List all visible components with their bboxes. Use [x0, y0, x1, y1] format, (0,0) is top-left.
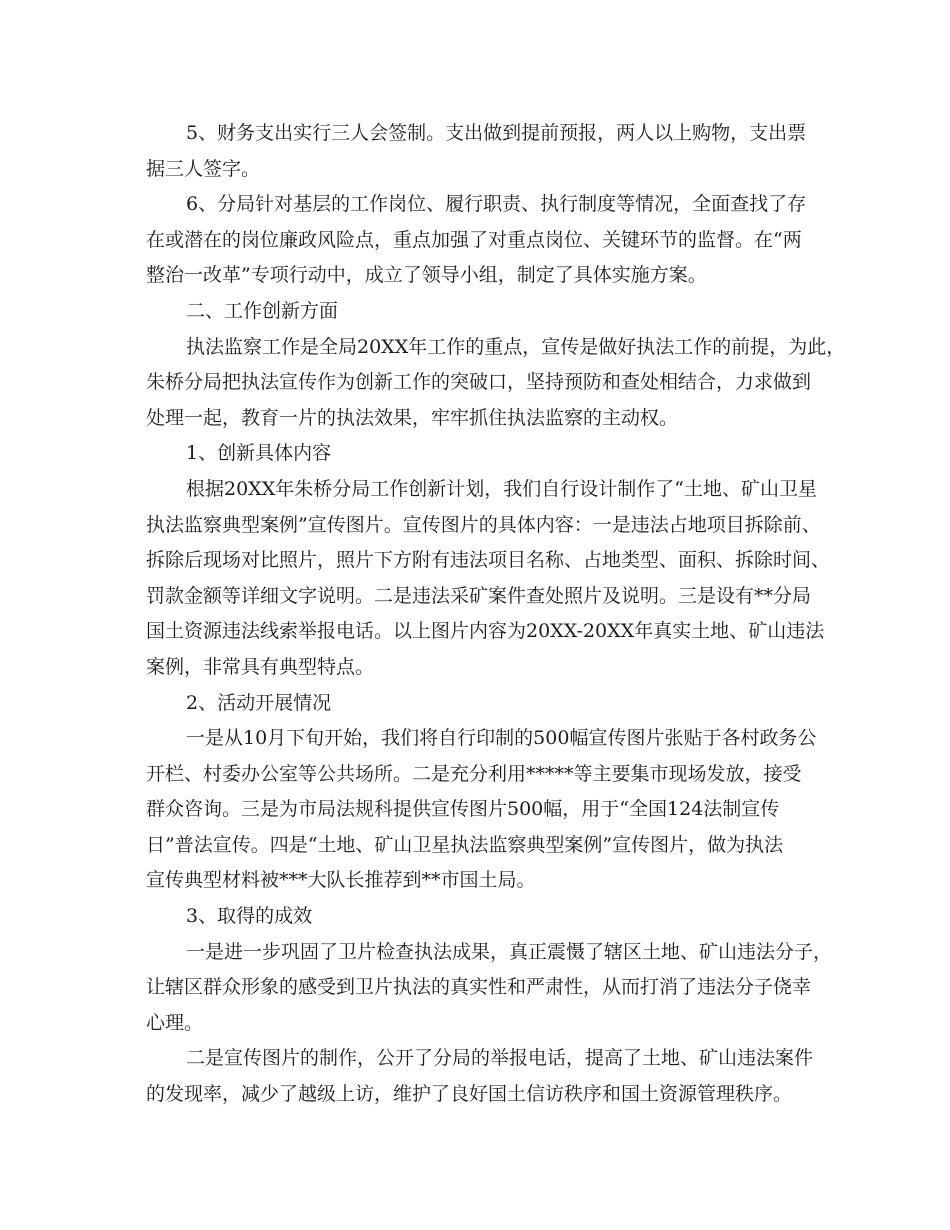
text-line: 处理一起，教育一片的执法效果，牢牢抓住执法监察的主动权。 [146, 406, 679, 429]
text-line: 的发现率，减少了越级上访，维护了良好国土信访秩序和国土资源管理秩序。 [146, 1083, 793, 1106]
text-line: 根据20XX年朱桥分局工作创新计划，我们自行设计制作了“土地、矿山卫星 [186, 477, 817, 500]
text-line: 拆除后现场对比照片，照片下方附有违法项目名称、占地类型、面积、拆除时间、 [146, 549, 831, 572]
text-line: 6、分局针对基层的工作岗位、履行职责、执行制度等情况，全面查找了存 [186, 193, 807, 216]
text-line: 1、创新具体内容 [186, 442, 332, 465]
text-line: 二是宣传图片的制作，公开了分局的举报电话，提高了土地、矿山违法案件 [186, 1047, 814, 1070]
paragraph-activity-details [146, 721, 826, 899]
paragraph-achievement-two [146, 1041, 826, 1112]
subheading-activity-status [146, 686, 826, 722]
document-body [146, 116, 846, 1113]
text-line: 5、财务支出实行三人会签制。支出做到提前预报，两人以上购物，支出票 [186, 122, 807, 144]
paragraph-innovation-details [146, 472, 831, 686]
section-heading-innovation [146, 294, 826, 330]
subheading-achievements [146, 899, 826, 935]
text-line: 日”普法宣传。四是“土地、矿山卫星执法监察典型案例”宣传图片，做为执法 [146, 833, 784, 856]
text-line: 执法监察典型案例”宣传图片。宣传图片的具体内容：一是违法占地项目拆除前、 [146, 513, 821, 536]
text-line: 一是进一步巩固了卫片检查执法成果，真正震慑了辖区土地、矿山违法分子， [186, 940, 833, 963]
paragraph-finance-countersign [146, 116, 826, 187]
text-line: 朱桥分局把执法宣传作为创新工作的突破口，坚持预防和查处相结合，力求做到 [146, 371, 812, 394]
subheading-innovation-content [146, 436, 826, 472]
text-line: 让辖区群众形象的感受到卫片执法的真实性和严肃性，从而打消了违法分子侥幸 [146, 976, 812, 999]
paragraph-enforcement-focus [146, 330, 846, 437]
text-line: 群众咨询。三是为市局法规科提供宣传图片500幅，用于“全国124法制宣传 [146, 798, 780, 821]
text-line: 二、工作创新方面 [186, 299, 339, 322]
text-line: 心理。 [146, 1011, 204, 1034]
paragraph-integrity-risk [146, 187, 826, 294]
text-line: 据三人签字。 [146, 157, 261, 180]
text-line: 一是从10月下旬开始，我们将自行印制的500幅宣传图片张贴于各村政务公 [186, 727, 817, 750]
text-line: 案例，非常具有典型特点。 [146, 655, 375, 678]
text-line: 2、活动开展情况 [186, 691, 332, 714]
paragraph-achievement-one [146, 935, 833, 1042]
text-line: 整治一改革”专项行动中，成立了领导小组，制定了具体实施方案。 [146, 264, 707, 287]
text-line: 国土资源违法线索举报电话。以上图片内容为20XX-20XX年真实土地、矿山违法 [146, 620, 825, 643]
text-line: 在或潜在的岗位廉政风险点，重点加强了对重点岗位、关键环节的监督。在“两 [146, 228, 802, 251]
text-line: 3、取得的成效 [186, 905, 313, 928]
text-line: 罚款金额等详细文字说明。二是违法采矿案件查处照片及说明。三是设有**分局 [146, 584, 812, 607]
text-line: 执法监察工作是全局20XX年工作的重点，宣传是做好执法工作的前提，为此， [186, 335, 846, 358]
text-line: 宣传典型材料被***大队长推荐到**市国土局。 [146, 869, 536, 892]
text-line: 开栏、村委办公室等公共场所。二是充分利用*****等主要集市现场发放，接受 [146, 762, 802, 785]
